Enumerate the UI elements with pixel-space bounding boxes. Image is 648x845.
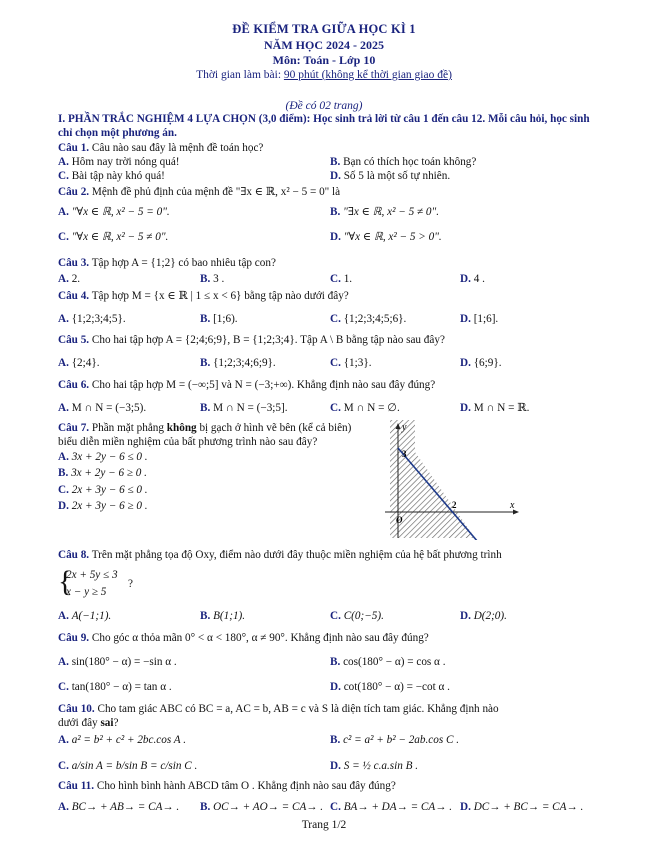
q2-option-b[interactable]: B. "∃x ∈ ℝ, x² − 5 ≠ 0". [330, 206, 440, 218]
question-11: Câu 11. Cho hình bình hành ABCD tâm O . Khẳng định nào sau đây đúng? [58, 780, 396, 792]
question-10: Câu 10. Cho tam giác ABC có BC = a, AC = b, AB = c và S là diện tích tam giác. Khẳng định nào [58, 703, 499, 715]
q3-option-d[interactable]: D. 4 . [460, 273, 485, 285]
q10-option-a[interactable]: A. a² = b² + c² + 2bc.cos A . [58, 734, 187, 746]
q7-option-c[interactable]: C. 2x + 3y − 6 ≤ 0 . [58, 484, 148, 496]
question-7-line2: biểu diễn miền nghiệm của bất phương trình nào sau đây? [58, 436, 318, 448]
q6-option-d[interactable]: D. M ∩ N = ℝ. [460, 402, 530, 414]
exam-title: ĐỀ KIỂM TRA GIỮA HỌC KÌ 1 [232, 22, 416, 36]
q9-option-c[interactable]: C. tan(180° − α) = tan α . [58, 681, 172, 693]
q11-option-d[interactable]: D. DC→ + BC→ = CA→ . [460, 801, 584, 813]
q3-option-b[interactable]: B. 3 . [200, 273, 225, 285]
inequality-graph [380, 420, 520, 540]
q3-option-a[interactable]: A. 2. [58, 273, 81, 285]
subject: Môn: Toán - Lớp 10 [272, 53, 376, 67]
question-1: Câu 1. Câu nào sau đây là mệnh đề toán học? [58, 142, 264, 154]
pages-note: (Đề có 02 trang) [285, 100, 363, 112]
question-7: Câu 7. Phần mặt phẳng không bị gạch ở hình vẽ bên (kể cả biên) [58, 422, 352, 434]
q6-option-a[interactable]: A. M ∩ N = (−3;5). [58, 402, 147, 414]
q3-option-c[interactable]: C. 1. [330, 273, 353, 285]
q1-option-d[interactable]: D. Số 5 là một số tự nhiên. [330, 170, 451, 182]
question-2: Câu 2. Mệnh đề phủ định của mệnh đề "∃x ∈ ℝ, x² − 5 = 0" là [58, 186, 341, 198]
q10-option-b[interactable]: B. c² = a² + b² − 2ab.cos C . [330, 734, 460, 746]
q4-option-b[interactable]: B. [1;6). [200, 313, 238, 325]
q7-option-a[interactable]: A. 3x + 2y − 6 ≤ 0 . [58, 451, 148, 463]
q8-option-c[interactable]: C. C(0;−5). [330, 610, 384, 622]
y-axis-label: y [402, 422, 407, 433]
q1-option-b[interactable]: B. Bạn có thích học toán không? [330, 156, 477, 168]
q9-option-b[interactable]: B. cos(180° − α) = cos α . [330, 656, 446, 668]
q9-option-a[interactable]: A. sin(180° − α) = −sin α . [58, 656, 177, 668]
question-8: Câu 8. Trên mặt phẳng tọa độ Oxy, điểm nào dưới đây thuộc miền nghiệm của hệ bất phương trình [58, 549, 502, 561]
q6-option-b[interactable]: B. M ∩ N = (−3;5]. [200, 402, 288, 414]
page-number: Trang 1/2 [301, 819, 347, 831]
q5-option-a[interactable]: A. {2;4}. [58, 357, 100, 369]
question-4: Câu 4. Tập hợp M = {x ∈ ℝ | 1 ≤ x < 6} bằng tập nào dưới đây? [58, 290, 349, 302]
q5-option-c[interactable]: C. {1;3}. [330, 357, 372, 369]
school-year: NĂM HỌC 2024 - 2025 [264, 38, 384, 52]
q4-option-d[interactable]: D. [1;6]. [460, 313, 499, 325]
q9-option-d[interactable]: D. cot(180° − α) = −cot α . [330, 681, 450, 693]
origin-label: O [396, 515, 403, 525]
question-9: Câu 9. Cho góc α thỏa mãn 0° < α < 180°, α ≠ 90°. Khẳng định nào sau đây đúng? [58, 632, 429, 644]
q2-option-a[interactable]: A. "∀x ∈ ℝ, x² − 5 = 0". [58, 206, 170, 218]
hatched-region [390, 420, 475, 538]
q1-option-a[interactable]: A. Hôm nay trời nóng quá! [58, 156, 180, 168]
time-limit: Thời gian làm bài: 90 phút (không kể thời gian giao đề) [196, 69, 452, 81]
question-3: Câu 3. Tập hợp A = {1;2} có bao nhiêu tập con? [58, 257, 276, 269]
q8-option-b[interactable]: B. B(1;1). [200, 610, 246, 622]
x-tick-label: 2 [452, 500, 457, 510]
x-axis-label: x [510, 500, 515, 511]
question-10-line2: dưới đây sai? [58, 717, 119, 729]
q1-option-c[interactable]: C. Bài tập này khó quá! [58, 170, 165, 182]
q4-option-a[interactable]: A. {1;2;3;4;5}. [58, 313, 126, 325]
question-5: Câu 5. Cho hai tập hợp A = {2;4;6;9}, B = {1;2;3;4}. Tập A \ B bằng tập nào sau đây? [58, 334, 445, 346]
q11-option-c[interactable]: C. BA→ + DA→ = CA→ . [330, 801, 453, 813]
q10-option-c[interactable]: C. a/sin A = b/sin B = c/sin C . [58, 760, 198, 772]
question-6: Câu 6. Cho hai tập hợp M = (−∞;5] và N = (−3;+∞). Khẳng định nào sau đây đúng? [58, 379, 436, 391]
q2-option-d[interactable]: D. "∀x ∈ ℝ, x² − 5 > 0". [330, 231, 442, 243]
q8-option-a[interactable]: A. A(−1;1). [58, 610, 112, 622]
q2-option-c[interactable]: C. "∀x ∈ ℝ, x² − 5 ≠ 0". [58, 231, 169, 243]
q7-option-b[interactable]: B. 3x + 2y − 6 ≥ 0 . [58, 467, 147, 479]
q10-option-d[interactable]: D. S = ½ c.a.sin B . [330, 760, 419, 772]
q4-option-c[interactable]: C. {1;2;3;4;5;6}. [330, 313, 407, 325]
q5-option-d[interactable]: D. {6;9}. [460, 357, 502, 369]
q7-option-d[interactable]: D. 2x + 3y − 6 ≥ 0 . [58, 500, 148, 512]
q11-option-b[interactable]: B. OC→ + AO→ = CA→ . [200, 801, 324, 813]
q6-option-c[interactable]: C. M ∩ N = ∅. [330, 402, 400, 414]
section-title: I. PHẦN TRẮC NGHIỆM 4 LỰA CHỌN (3,0 điểm): Học sinh trả lời từ câu 1 đến câu 12. Mỗi câu hỏi, học sinh chỉ chọn một phương án. [58, 113, 590, 139]
q11-option-a[interactable]: A. BC→ + AB→ = CA→ . [58, 801, 180, 813]
y-tick-label: 3 [402, 449, 407, 459]
q8-option-d[interactable]: D. D(2;0). [460, 610, 507, 622]
q5-option-b[interactable]: B. {1;2;3;4;6;9}. [200, 357, 276, 369]
